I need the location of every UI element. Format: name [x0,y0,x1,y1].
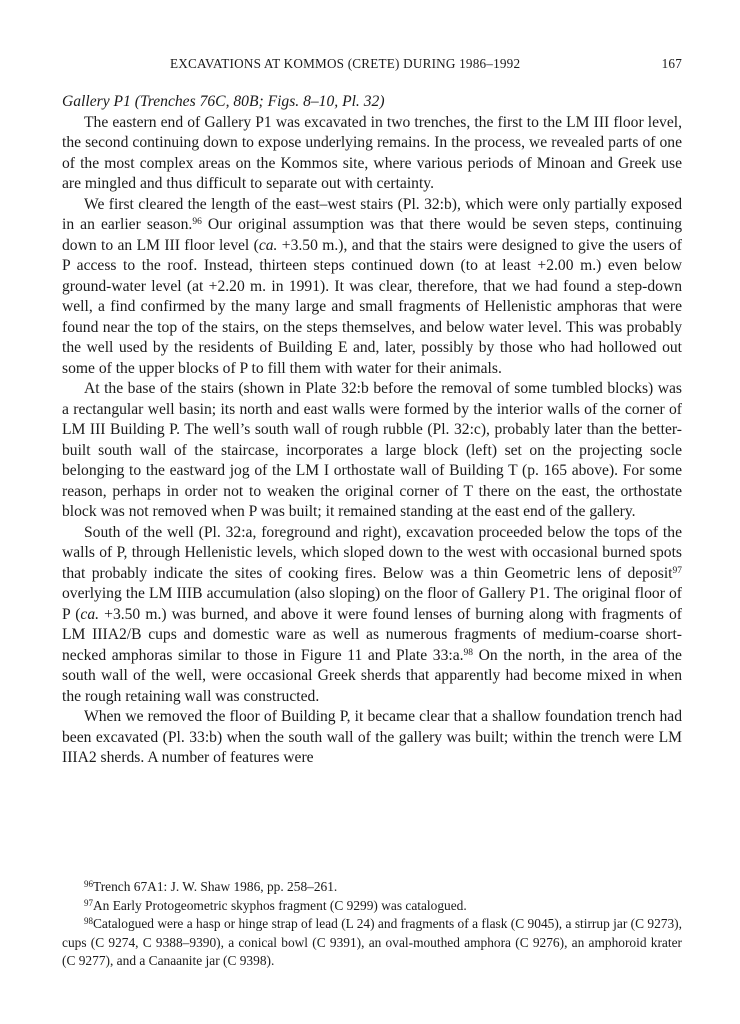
paragraph-2-text: We first cleared the length of the east–west stairs (Pl. 32:b), which were only partially exposed in an earlier season. [62,195,682,233]
paragraph-3: At the base of the stairs (shown in Plate 32:b before the removal of some tumbled blocks) was a rectangular well basin; its north and east walls were formed by the interior walls of the corner of LM III Building P. The well’s south wall of rough rubble (Pl. 32:c), probably later than the better-built south wall of the staircase, incorporates a large block (left) set on the projecting socle belonging to the eastward jog of the LM I orthostate wall of Building T (p. 165 above). For some reason, perhaps in order not to weaken the original corner of T there on the east, the orthostate block was not removed when P was built; it remained standing at the east end of the gallery. [62,380,682,520]
footnote-text: Trench 67A1: J. W. Shaw 1986, pp. 258–261. [93,879,338,894]
footnote-number: 97 [84,897,93,908]
circa-abbrev: ca. [80,605,100,623]
paragraph-4-text: overlying the LM IIIB accumulation (also sloping) on the floor of Gallery P1. The original floor of P ( [62,585,682,623]
paragraph-2-text: +3.50 m.), and that the stairs were designed to give the users of P access to the roof. Instead, thirteen steps continued down (to at least +2.00 m.) even below ground-water level (at +2.20 m. in 1991). It was clear, therefore, that we had found a step-down well, a find confirmed by the many large and small fragments of Hellenistic amphoras that were found near the top of the stairs, on the steps themselves, and below water level. This was probably the well used by the residents of Building E and, later, possibly by those who had hollowed out some of the upper blocks of P to fill them with water for their animals. [62,236,682,377]
footnote-number: 98 [84,916,93,926]
section-heading: Gallery P1 (Trenches 76C, 80B; Figs. 8–10, Pl. 32) [62,93,385,110]
circa-abbrev: ca. [258,236,278,254]
running-header [62,56,682,76]
footnote-number: 96 [84,879,93,889]
footnotes [62,878,682,971]
paragraph-2 [62,195,682,380]
footnote-ref-96[interactable]: 96 [192,217,202,227]
footnote-96 [62,878,682,897]
paragraph-4-text: South of the well (Pl. 32:a, foreground and right), excavation proceeded below the tops of the walls of P, through Hellenistic levels, which sloped down to the west with occasional burned spots that probably indicate the sites of cooking fires. Below was a thin Geometric lens of deposit [62,523,682,582]
paragraph-2-text: Our original assumption was that there would be seven steps, continuing down to an LM III floor level ( [62,216,682,254]
page-number: 167 [661,56,682,71]
running-title: EXCAVATIONS AT KOMMOS (CRETE) DURING 1986–1992 [170,56,521,71]
footnote-ref-98[interactable]: 98 [463,647,474,658]
footnote-text: An Early Protogeometric skyphos fragment (C 9299) was catalogued. [93,897,467,913]
paragraph-4 [62,523,682,708]
paragraph-1: The eastern end of Gallery P1 was excavated in two trenches, the first to the LM III floor level, the second continuing down to expose underlying remains. In the process, we revealed parts of one of the most complex areas on the Kommos site, where various periods of Minoan and Greek use are mingled and thus difficult to separate out with certainty. [62,113,682,192]
body-text [62,92,682,769]
footnote-text: Catalogued were a hasp or hinge strap of lead (L 24) and fragments of a flask (C 9045), a stirrup jar (C 9273), cups (C 9274, C 9388–9390), a conical bowl (C 9391), an oval-mouthed amphora (C 9276), an amphoroid krater (C 9277), and a Canaanite jar (C 9398). [62,916,682,968]
footnote-97 [62,897,682,916]
paragraph-4-text: +3.50 m.) was burned, and above it were found lenses of burning along with fragments of LM IIIA2/B cups and domestic ware as well as numerous fragments of medium-coarse short-necked amphoras similar to those in Figure 11 and Plate 33:a. [62,605,682,664]
paragraph-5: When we removed the floor of Building P, it became clear that a shallow foundation trench had been excavated (Pl. 33:b) when the south wall of the gallery was built; within the trench were LM IIIA2 sherds. A number of features were [62,708,682,766]
paragraph-4-text: On the north, in the area of the south wall of the well, were occasional Greek sherds that apparently had become mixed in when the rough retaining wall was constructed. [62,646,682,705]
footnote-ref-97[interactable]: 97 [672,565,682,576]
footnote-98 [62,915,682,971]
